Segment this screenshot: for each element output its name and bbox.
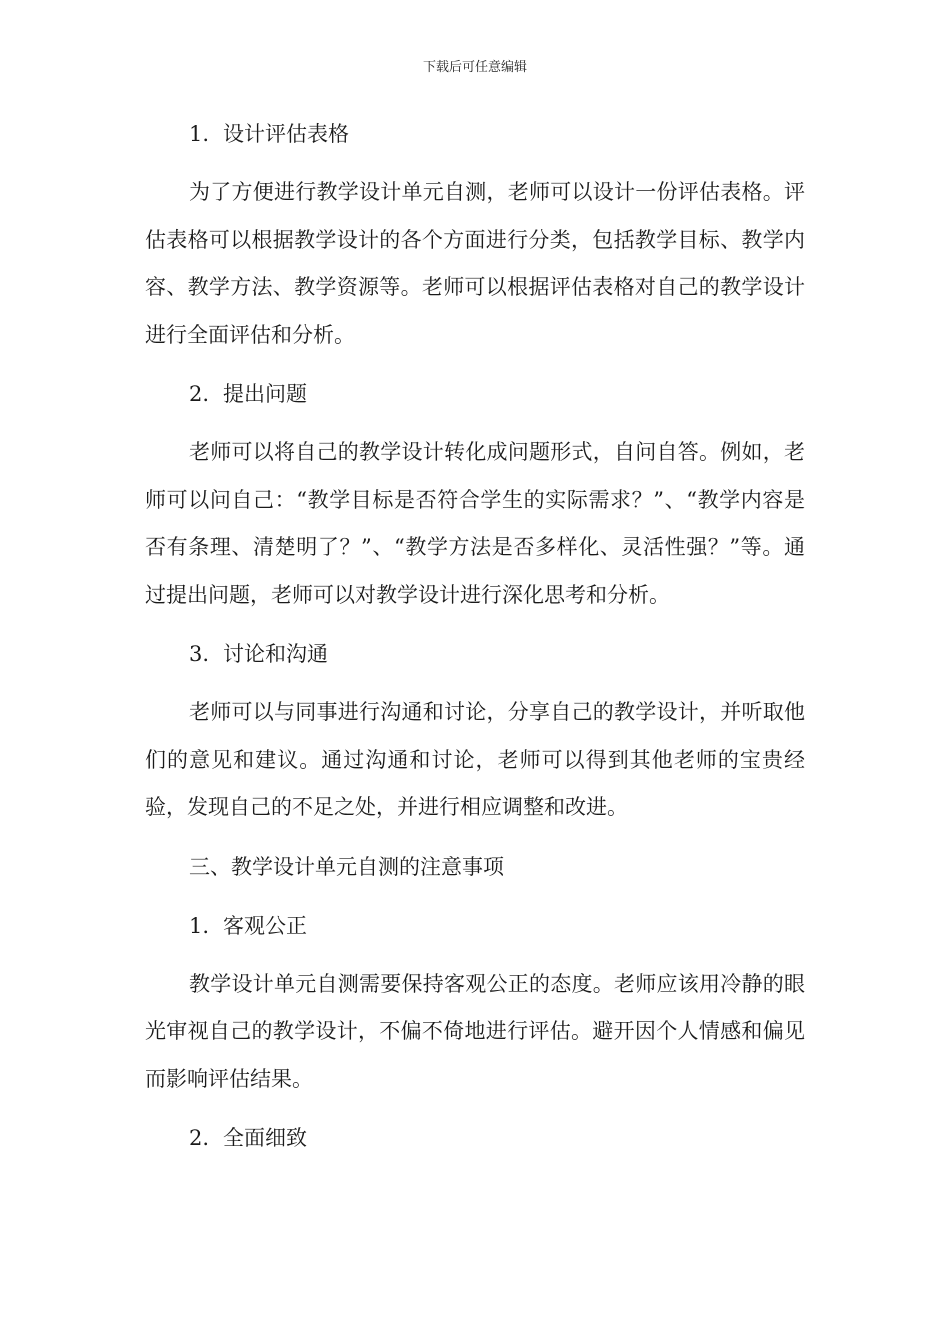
heading-number: 2. (189, 1126, 210, 1150)
page-header: 下载后可任意编辑 (422, 60, 527, 75)
chapter-heading-notes (145, 843, 805, 891)
paragraph-evaluation-form: 为了方便进行教学设计单元自测，老师可以设计一份评估表格。评估表格可以根据教学设计的各个方面进行分类，包括教学目标、教学内容、教学方法、教学资源等。老师可以根据评估表格对自己的教学设计进行全面评估和分析。 (145, 180, 805, 347)
heading-number: 3. (189, 642, 210, 666)
paragraph-discussion: 老师可以与同事进行沟通和讨论，分享自己的教学设计，并听取他们的意见和建议。通过沟通和讨论，老师可以得到其他老师的宝贵经验，发现自己的不足之处，并进行相应调整和改进。 (145, 700, 805, 819)
section-heading-design-evaluation-form (145, 110, 805, 158)
section-heading-discussion (145, 630, 805, 678)
paragraph-objective: 教学设计单元自测需要保持客观公正的态度。老师应该用冷静的眼光审视自己的教学设计，不偏不倚地进行评估。避开因个人情感和偏见而影响评估结果。 (145, 971, 805, 1091)
heading-text: 讨论和沟通 (223, 642, 329, 666)
heading-text: 三、教学设计单元自测的注意事项 (189, 854, 504, 879)
heading-number: 1. (189, 913, 210, 938)
heading-text: 全面细致 (223, 1126, 308, 1150)
heading-text: 客观公正 (223, 913, 308, 938)
document-body (145, 110, 805, 1173)
paragraph-ask-questions: 老师可以将自己的教学设计转化成问题形式，自问自答。例如，老师可以问自己：“教学目标是否符合学生的实际需求？”、“教学内容是否有条理、清楚明了？”、“教学方法是否多样化、灵活性强？”等。通过提出问题，老师可以对教学设计进行深化思考和分析。 (145, 440, 805, 607)
heading-number: 1. (189, 122, 210, 146)
section-heading-ask-questions (145, 370, 805, 418)
section-heading-comprehensive (145, 1114, 805, 1162)
heading-text: 提出问题 (223, 382, 308, 406)
heading-number: 2. (189, 382, 210, 406)
heading-text: 设计评估表格 (223, 122, 350, 146)
section-heading-objective (145, 902, 805, 950)
